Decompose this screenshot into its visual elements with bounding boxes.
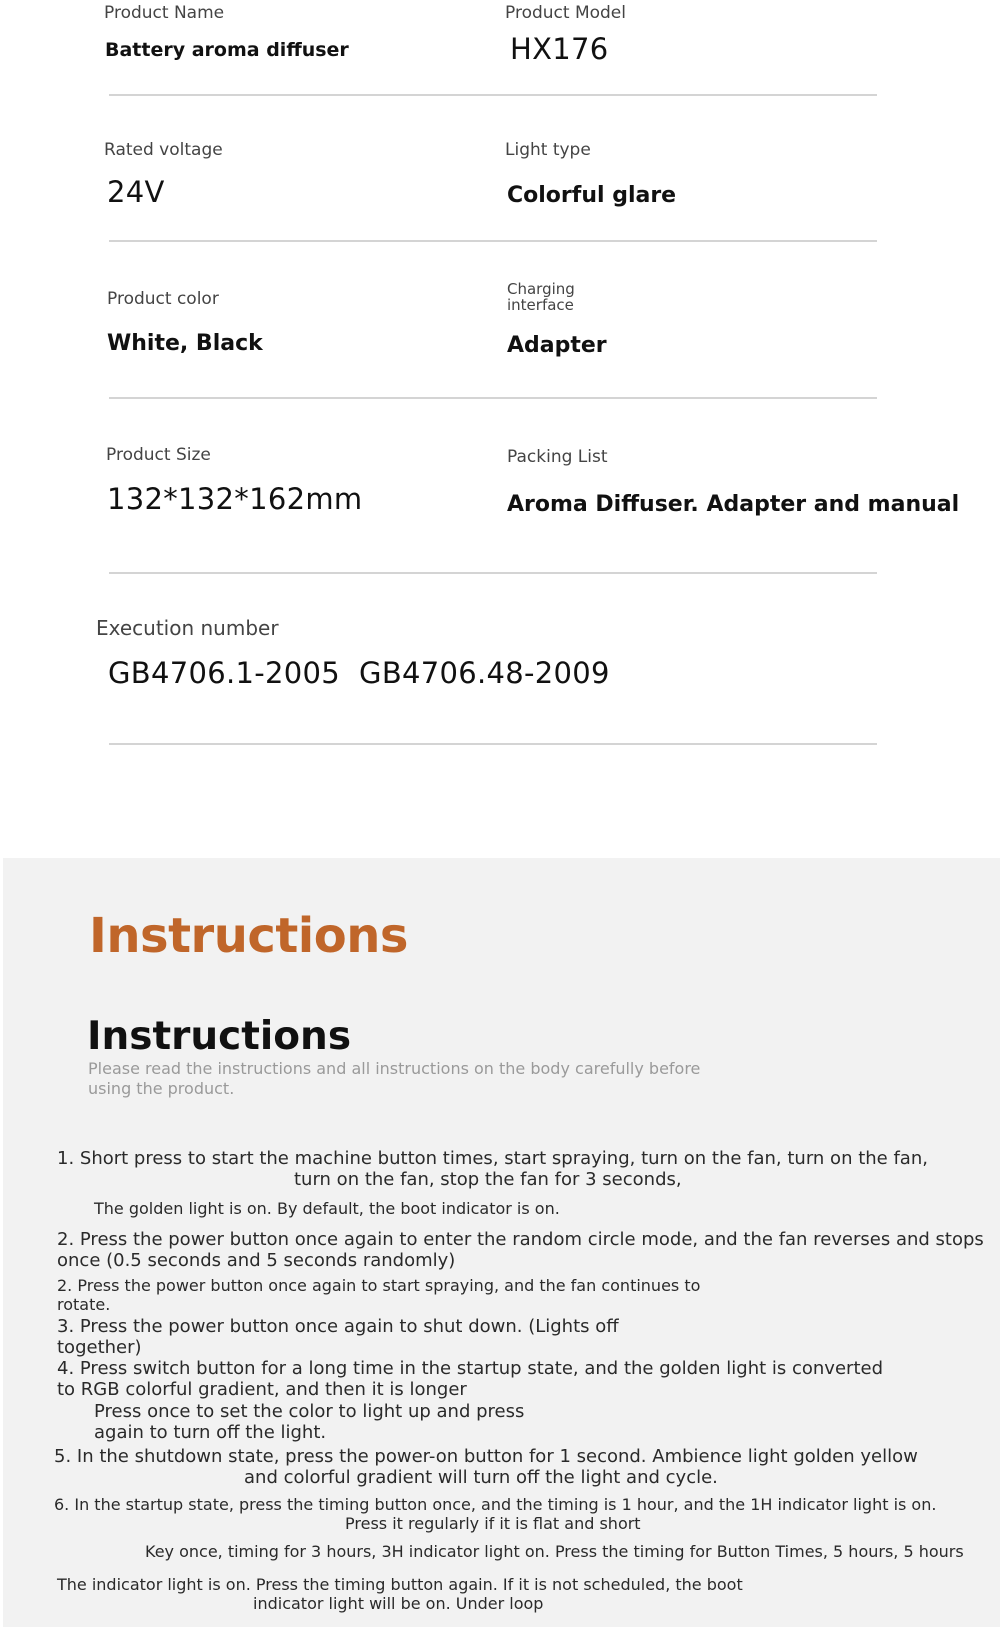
step-3-line-a: 3. Press the power button once again to shut down. (Lights off [57, 1316, 619, 1337]
step-1-line-c: The golden light is on. By default, the boot indicator is on. [94, 1199, 560, 1218]
light-type-label: Light type [505, 140, 591, 160]
rated-voltage-label: Rated voltage [104, 140, 223, 160]
light-type-value: Colorful glare [507, 183, 677, 208]
divider [109, 240, 877, 242]
step-6-line-c: Key once, timing for 3 hours, 3H indicator light on. Press the timing for Button Times, 5 hours, 5 hours [145, 1542, 964, 1561]
divider [109, 94, 877, 96]
divider [109, 743, 877, 745]
step-5-line-b: and colorful gradient will turn off the light and cycle. [244, 1467, 718, 1488]
step-6-line-d: The indicator light is on. Press the timing button again. If it is not scheduled, the boot [57, 1575, 743, 1594]
instructions-title-text: Instructions [87, 1014, 352, 1059]
step-2-line-b: once (0.5 seconds and 5 seconds randomly) [57, 1250, 456, 1271]
rated-voltage-value: 24V [107, 175, 165, 209]
divider [109, 572, 877, 574]
step-4-line-b: to RGB colorful gradient, and then it is longer [57, 1379, 467, 1400]
product-name-label: Product Name [104, 3, 225, 23]
charging-interface-label-line2: interface [507, 295, 574, 314]
step-4-line-a: 4. Press switch button for a long time in the startup state, and the golden light is converted [57, 1358, 883, 1379]
step-6-line-a: 6. In the startup state, press the timing button once, and the timing is 1 hour, and the 1H indicator light is on. [54, 1495, 937, 1514]
step-4-line-d: again to turn off the light. [94, 1422, 327, 1443]
product-color-label: Product color [107, 289, 219, 309]
step-2-line-a: 2. Press the power button once again to enter the random circle mode, and the fan reverses and stops [57, 1229, 984, 1250]
product-model-label: Product Model [505, 3, 626, 23]
product-color-value: White, Black [107, 331, 263, 356]
instructions-title-orange: Instructions [89, 908, 408, 964]
step-2-line-c: 2. Press the power button once again to start spraying, and the fan continues to [57, 1276, 701, 1295]
instructions-subtitle [88, 1059, 728, 1099]
step-6-line-e: indicator light will be on. Under loop [253, 1594, 544, 1613]
step-6-line-b: Press it regularly if it is flat and short [345, 1514, 641, 1533]
product-model-value: HX176 [510, 32, 609, 66]
packing-list-label: Packing List [507, 447, 608, 467]
step-5-line-a: 5. In the shutdown state, press the power-on button for 1 second. Ambience light golden yellow [54, 1446, 918, 1467]
product-size-label: Product Size [106, 445, 211, 465]
product-size-value: 132*132*162mm [107, 482, 363, 516]
step-4-line-c: Press once to set the color to light up and press [94, 1401, 525, 1422]
subtitle-line1: Please read the instructions and all instructions on the body carefully before [88, 1059, 701, 1078]
charging-interface-label [507, 282, 575, 314]
subtitle-line2: using the product. [88, 1079, 235, 1098]
instructions-title [87, 1014, 351, 1059]
execution-number-label: Execution number [96, 616, 279, 640]
divider [109, 397, 877, 399]
packing-list-value: Aroma Diffuser. Adapter and manual [507, 492, 960, 517]
instructions-section [3, 858, 1000, 1627]
step-1-line-b: turn on the fan, stop the fan for 3 seconds, [294, 1169, 682, 1190]
step-3-line-b: together) [57, 1337, 142, 1358]
charging-interface-value: Adapter [507, 333, 607, 358]
step-2-line-d: rotate. [57, 1295, 111, 1314]
product-name-value: Battery aroma diffuser [105, 39, 349, 61]
execution-number-value: GB4706.1-2005 GB4706.48-2009 [108, 656, 610, 690]
charging-interface-label-line1: Charging [507, 280, 575, 298]
step-1-line-a: 1. Short press to start the machine button times, start spraying, turn on the fan, turn on the fan, [57, 1148, 928, 1169]
